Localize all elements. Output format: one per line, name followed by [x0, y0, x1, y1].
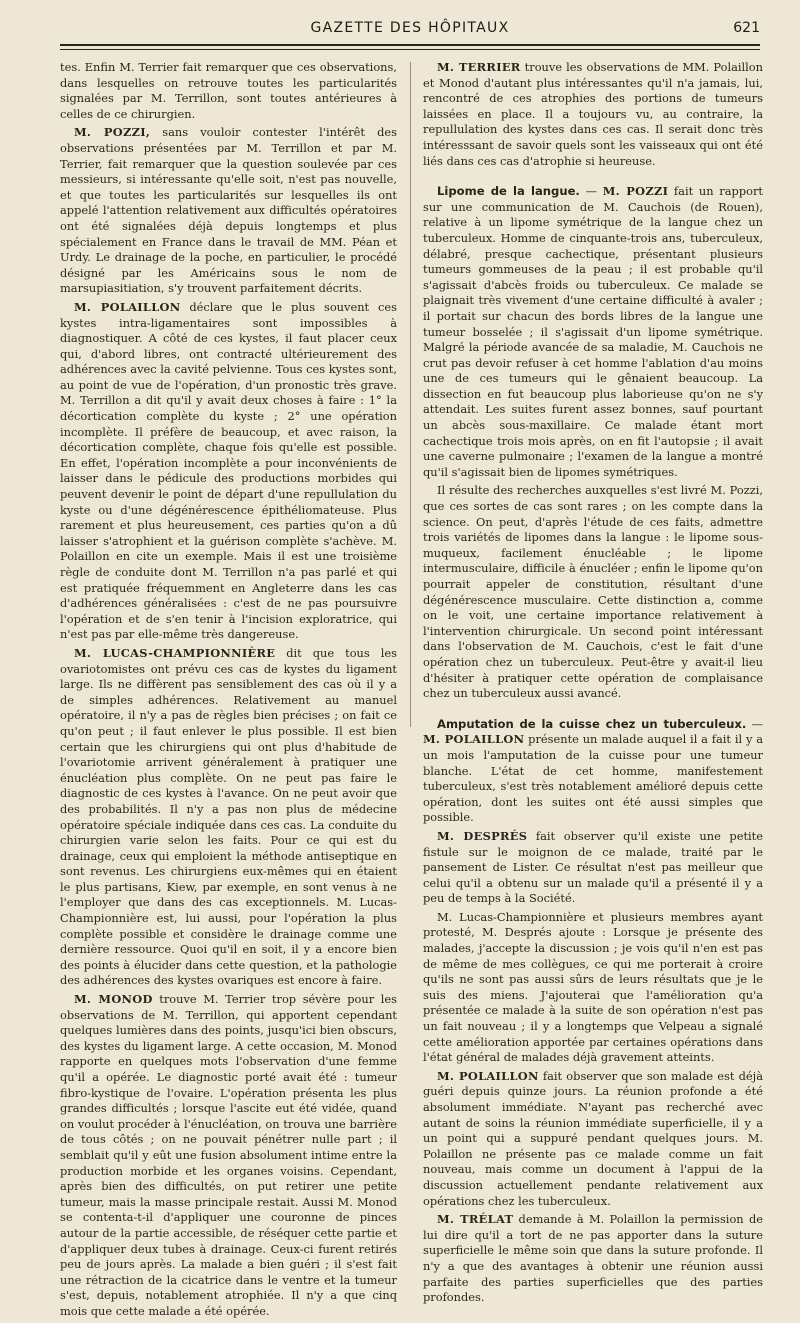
section-heading: Amputation de la cuisse chez un tuberculeux.	[437, 716, 747, 731]
paragraph: M. POZZI, sans vouloir contester l'intérêt des observations présentées par M. Terrillon et par M. Terrier, fait remarquer que la question soulevée par ces messieurs, si intéressante qu'elle soit, n'est pas nouvelle, et que toutes les particularités sur lesquelles ils ont appelé l'attention relativement aux difficultés opératoires ont été signalées déjà depuis longtemps et plus spécialement en France dans le travail de MM. Péan et Urdy. Le drainage de la poche, en particulier, le procédé désigné par les Américains sous le nom de marsupiasitiation, s'y trouvent parfaitement décrits.	[60, 125, 397, 296]
page-header	[60, 18, 760, 44]
paragraph: M. TRÉLAT demande à M. Polaillon la permission de lui dire qu'il a tort de ne pas apporter dans la suture superficielle le même soin que dans la suture profonde. Il n'y a que des avantages à obtenir une réunion aussi parfaite des parties superficielles que des parties profondes.	[423, 1212, 763, 1305]
speaker-name: M. POZZI,	[74, 125, 151, 140]
paragraph: M. Lucas-Championnière et plusieurs membres ayant protesté, M. Després ajoute : Lorsque je présente des malades, j'accepte la discussion ; je vois qu'il n'en est pas de même de mes collègues, ce qui me porterait à croire qu'ils ne sont pas aussi sûrs de leurs résultats que je le suis des miens. J'ajouterai que l'amélioration qu'a présentée ce malade à la suite de son opération n'est pas un fait nouveau ; il y a longtemps que Velpeau a signalé cette amélioration apportée par certaines opérations dans l'état général de malades déjà gravement atteints.	[423, 909, 763, 1065]
section-gap	[423, 705, 763, 717]
header-rule-thick	[60, 44, 760, 46]
speaker-name: M. POZZI	[602, 184, 669, 199]
speaker-name: M. LUCAS-CHAMPIONNIÈRE	[74, 645, 276, 660]
paragraph: M. DESPRÉS fait observer qu'il existe une petite fistule sur le moignon de ce malade, traité par le pansement de Lister. Ce résultat n'est pas meilleur que celui qu'il a obtenu sur un malade qu'il a présenté il y a peu de temps à la Société.	[423, 828, 763, 906]
speaker-name: M. POLAILLON	[437, 1068, 539, 1083]
speaker-name: M. DESPRÉS	[437, 828, 528, 843]
right-column	[423, 60, 763, 1309]
column-divider	[410, 62, 411, 727]
speaker-name: M. MONOD	[74, 992, 153, 1007]
left-column	[60, 60, 397, 1323]
paragraph: Il résulte des recherches auxquelles s'est livré M. Pozzi, que ces sortes de cas sont rares ; on les compte dans la science. On peut, d'après l'étude de ces faits, admettre trois variétés de lipomes dans la langue : le lipome sous-muqueux, facilement énucléable ; le lipome intermusculaire, difficile à énucléer ; enfin le lipome qu'on pourrait appeler de constitution, résultant d'une dégénérescence musculaire. Cette distinction a, comme on le voit, une certaine importance relativement à l'intervention chirurgicale. Un second point intéressant dans l'observation de M. Cauchois, c'est le fait d'une opération chez un tuberculeux. Peut-être y avait-il lieu d'hésiter à pratiquer cette opération de complaisance chez un tuberculeux aussi avancé.	[423, 483, 763, 701]
speaker-name: M. POLAILLON	[74, 299, 181, 314]
paragraph: M. MONOD trouve M. Terrier trop sévère pour les observations de M. Terrillon, qui apportent cependant quelques lumières dans des points, jusqu'ici bien obscurs, des kystes du ligament large. A cette occasion, M. Monod rapporte en quelques mots l'observation d'une femme qu'il a opérée. Le diagnostic porté avait été : tumeur fibro-kystique de l'ovaire. L'opération présenta les plus grandes difficultés ; lorsque l'ascite eut été vidée, quand on voulut procéder à l'énucléation, on trouva une barrière de tous côtés ; on ne pouvait pénétrer nulle part ; il semblait qu'il y eût une fusion absolument intime entre la production morbide et les organes voisins. Cependant, après bien des difficultés, on put retirer une petite tumeur, mais la masse principale restait. Aussi M. Monod se contenta-t-il d'appliquer une couronne de pinces autour de la partie accessible, de réséquer cette partie et d'appliquer deux tubes à drainage. Ceux-ci furent retirés peu de jours après. La malade a bien guéri ; il s'est fait une rétraction de la cicatrice dans le ventre et la tumeur s'est, depuis, notablement atrophiée. Il n'y a que cinq mois que cette malade a été opérée.	[60, 992, 397, 1318]
paragraph: M. POLAILLON déclare que le plus souvent ces kystes intra-ligamentaires sont impossibles à diagnostiquer. A côté de ces kystes, il faut placer ceux qui, d'abord libres, ont contracté ultérieurement des adhérences avec la cavité pelvienne. Tous ces kystes sont, au point de vue de l'opération, d'un pronostic très grave. M. Terrillon a dit qu'il y avait deux choses à faire : 1° la décortication complète du kyste ; 2° une opération incomplète. Il préfère de beaucoup, et avec raison, la décortication complète, chaque fois qu'elle est possible. En effet, l'opération incomplète a pour inconvénients de laisser dans le pédicule des productions morbides qui peuvent devenir le point de départ d'une repullulation du kyste ou d'une dégénérescence épithéliomateuse. Plus rarement et plus heureusement, ces parties qu'on a dû laisser s'atrophient et la guérison complète s'achève. M. Polaillon en cite un exemple. Mais il est une troisième règle de conduite dont M. Terrillon n'a pas parlé et qui est pratiquée fréquemment en Angleterre dans les cas d'adhérences généralisées : c'est de ne pas poursuivre l'opération et de s'en tenir à l'incision exploratrice, qui n'est pas par elle-même très dangereuse.	[60, 299, 397, 642]
paragraph: M. LUCAS-CHAMPIONNIÈRE dit que tous les ovariotomistes ont prévu ces cas de kystes du ligament large. Ils ne diffèrent pas sensiblement des cas où il y a de simples adhérences. Relativement au manuel opératoire, il n'y a pas de règles bien précises ; on fait ce qu'on peut ; il faut enlever le plus possible. Il est bien certain que les chirurgiens qui ont plus d'habitude de l'ovariotomie arrivent généralement à pratiquer une énucléation plus complète. On ne peut pas faire le diagnostic de ces kystes à l'avance. On ne peut avoir que des probabilités. Il n'y a pas non plus de médecine opératoire spéciale indiquée dans ces cas. La conduite du chirurgien varie selon les faits. Pour ce qui est du drainage, ceux qui emploient la méthode antiseptique en sont revenus. Les chirurgiens eux-mêmes qui en étaient le plus partisans, Kiew, par exemple, en sont venus à ne l'employer que dans des cas exceptionnels. M. Lucas-Championnière est, lui aussi, pour l'opération la plus complète possible et considère le drainage comme une dernière ressource. Quoi qu'il en soit, il y a encore bien des points à élucider dans cette question, et la pathologie des adhérences des kystes ovariques est encore à faire.	[60, 645, 397, 988]
section-paragraph: Lipome de la langue. — M. POZZI fait un rapport sur une communication de M. Cauchois (de Rouen), relative à un lipome symétrique de la langue chez un tuberculeux. Homme de cinquante-trois ans, tuberculeux, délabré, presque cachectique, présentant plusieurs tumeurs gommeuses de la peau ; il est probable qu'il s'agissait d'abcès froids ou tuberculeux. Ce malade se plaignait très vivement d'une certaine difficulté à avaler ; il portait sur chacun des bords libres de la langue une tumeur bosselée ; il s'agissait d'un lipome symétrique. Malgré la période avancée de sa maladie, M. Cauchois ne crut pas devoir refuser à cet homme l'ablation d'au moins une de ces tumeurs qui le gênaient beaucoup. La dissection en fut beaucoup plus laborieuse qu'on ne s'y attendait. Les suites furent assez bonnes, sauf pourtant un abcès sous-maxillaire. Ce malade étant mort cachectique trois mois après, on en fit l'autopsie ; il avait une caverne pulmonaire ; l'examen de la langue a montré qu'il s'agissait bien de lipomes symétriques.	[423, 184, 763, 479]
paragraph: M. TERRIER trouve les observations de MM. Polaillon et Monod d'autant plus intéressantes qu'il n'a jamais, lui, rencontré de ces atrophies des portions de tumeurs laissées en place. Il a toujours vu, au contraire, la repullulation des kystes dans ces cas. Il serait donc très intéresssant de savoir quels sont les vaisseaux qui ont été liés dans ces cas d'atrophie si heureuse.	[423, 60, 763, 168]
paragraph: tes. Enfin M. Terrier fait remarquer que ces observations, dans lesquelles on retrouve toutes les particularités signalées par M. Terrillon, sont toutes antérieures à celles de ce chirurgien.	[60, 60, 397, 121]
running-title: GAZETTE DES HÔPITAUX	[310, 20, 510, 36]
speaker-name: M. TRÉLAT	[437, 1212, 514, 1227]
section-paragraph: Amputation de la cuisse chez un tuberculeux. — M. POLAILLON présente un malade auquel il a fait il y a un mois l'amputation de la cuisse pour une tumeur blanche. L'état de cet homme, manifestement tuberculeux, s'est très notablement amélioré depuis cette opération, dont les suites ont été aussi simples que possible.	[423, 716, 764, 825]
speaker-name: M. POLAILLON	[423, 732, 525, 747]
section-heading: Lipome de la langue.	[437, 184, 580, 199]
header-rule-thin	[60, 49, 760, 50]
section-gap	[423, 172, 763, 184]
paragraph: M. POLAILLON fait observer que son malade est déjà guéri depuis quinze jours. La réunion profonde a été absolument immédiate. N'ayant pas recherché avec autant de soins la réunion immédiate superficielle, il y a un point qui a suppuré pendant quelques jours. M. Polaillon ne présente pas ce malade comme un fait nouveau, mais comme un document à l'appui de la discussion actuellement pendante relativement aux opérations chez les tuberculeux.	[423, 1068, 763, 1208]
page-number: 621	[733, 20, 760, 36]
speaker-name: M. TERRIER	[437, 60, 521, 74]
